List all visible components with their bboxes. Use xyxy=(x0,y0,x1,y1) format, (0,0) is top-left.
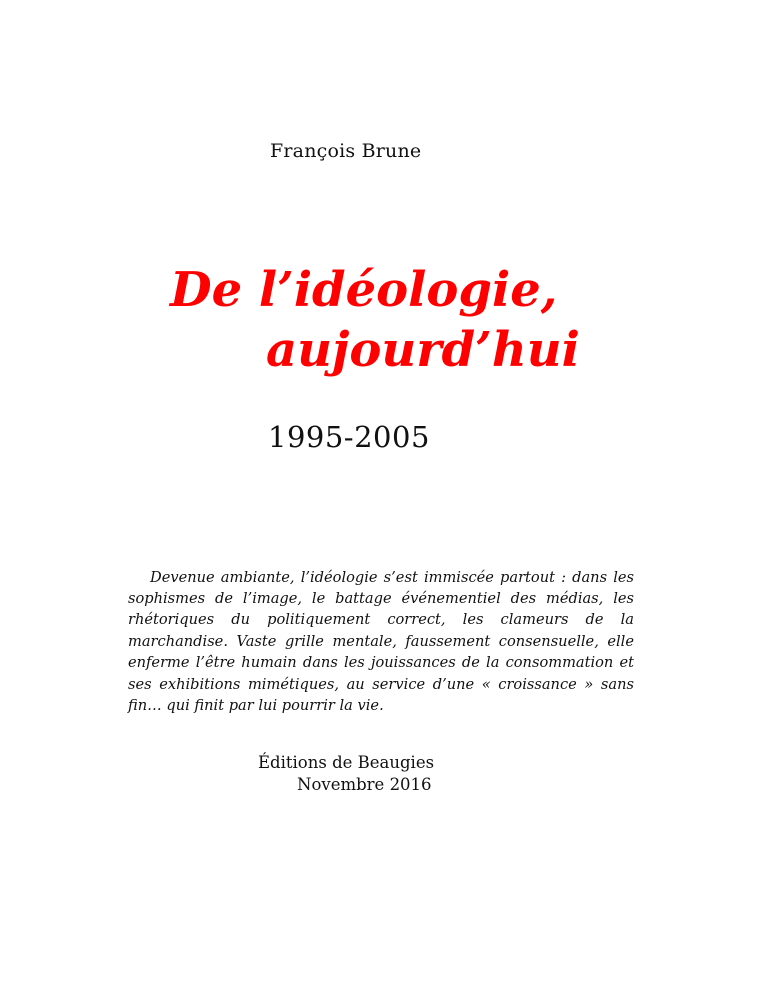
publisher-name: Éditions de Beaugies xyxy=(258,753,435,772)
author-name: François Brune xyxy=(270,140,422,162)
title-line-1: De l’idéologie, xyxy=(170,262,558,318)
publication-date: Novembre 2016 xyxy=(297,775,432,794)
title-line-2: aujourd’hui xyxy=(266,322,580,378)
year-range: 1995-2005 xyxy=(268,420,430,454)
blurb-paragraph: Devenue ambiante, l’idéologie s’est immiscée partout : dans les sophismes de l’image, le battage événementiel des médias, les rhétoriques du politiquement correct, les clameurs de la marchandise. Vaste grille mentale, faussement consensuelle, elle enferme l’être humain dans les jouissances de la consommation et ses exhibitions mimétiques, au service d’une « croissance » sans fin… qui finit par lui pourrir la vie. xyxy=(128,568,634,715)
